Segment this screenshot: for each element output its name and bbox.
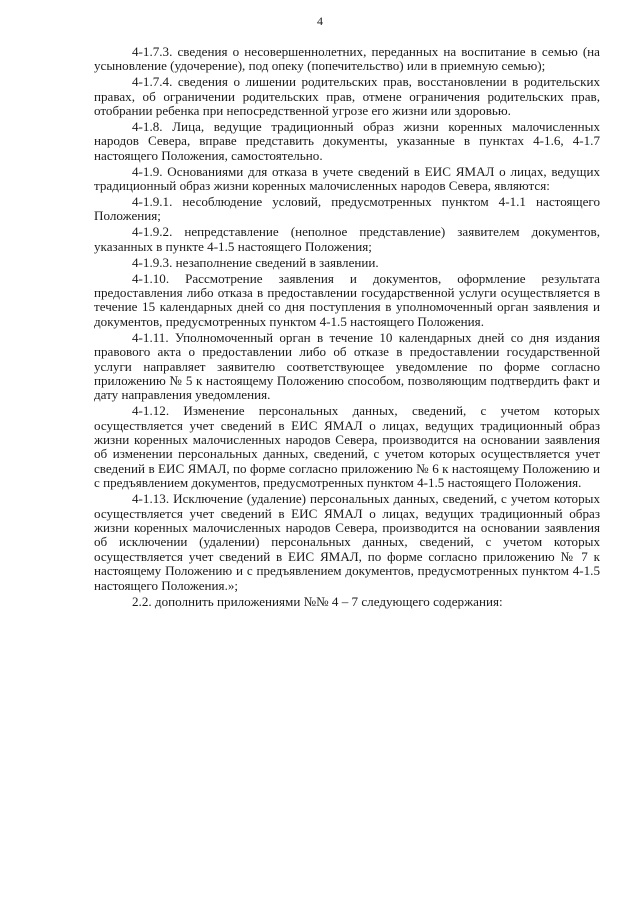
document-body bbox=[94, 45, 600, 609]
paragraph-4-1-11: 4-1.11. Уполномоченный орган в течение 10 календарных дней со дня издания правового акта о предоставлении либо об отказе в предоставлении государственной услуги направляет заявителю соответствующее уведомление по форме согласно приложению № 5 к настоящему Положению способом, позволяющим подтвердить факт и дату направления уведомления. bbox=[94, 329, 600, 403]
paragraph-4-1-9: 4-1.9. Основаниями для отказа в учете сведений в ЕИС ЯМАЛ о лицах, ведущих традиционный образ жизни коренных малочисленных народов Севера, являются: bbox=[94, 163, 600, 194]
paragraph-4-1-9-3: 4-1.9.3. незаполнение сведений в заявлении. bbox=[132, 254, 379, 270]
paragraph-4-1-10: 4-1.10. Рассмотрение заявления и документов, оформление результата предоставления либо отказа в предоставлении государственной услуги осуществляется в течение 15 календарных дней со дня поступления в уполномоченный орган заявления и документов, предусмотренных пунктом 4-1.5 настоящего Положения. bbox=[94, 270, 600, 329]
paragraph-2-2: 2.2. дополнить приложениями №№ 4 – 7 следующего содержания: bbox=[132, 593, 503, 609]
paragraph-4-1-7-4: 4-1.7.4. сведения о лишении родительских прав, восстановлении в родительских правах, об ограничении родительских прав, отмене ограничения родительских прав, отобрании ребенка при непосредственной угрозе его жизни или здоровью. bbox=[94, 74, 600, 119]
paragraph-4-1-7-3: 4-1.7.3. сведения о несовершеннолетних, переданных на воспитание в семью (на усыновление (удочерение), под опеку (попечительство) или в приемную семью); bbox=[94, 44, 600, 74]
page-number: 4 bbox=[317, 14, 323, 28]
paragraph-4-1-9-1: 4-1.9.1. несоблюдение условий, предусмотренных пунктом 4-1.1 настоящего Положения; bbox=[94, 194, 600, 224]
paragraph-4-1-12: 4-1.12. Изменение персональных данных, сведений, с учетом которых осуществляется учет сведений в ЕИС ЯМАЛ о лицах, ведущих традиционный образ жизни коренных малочисленных народов Севера, производится на основании заявления об изменении персональных данных, сведений, с учетом которых осуществляется учет сведений в ЕИС ЯМАЛ, по форме согласно приложению № 6 к настоящему Положению и с предъявлением документов, предусмотренных пунктом 4-1.5 настоящего Положения. bbox=[94, 403, 600, 491]
paragraph-4-1-9-2: 4-1.9.2. непредставление (неполное представление) заявителем документов, указанных в пункте 4-1.5 настоящего Положения; bbox=[94, 224, 600, 254]
paragraph-4-1-13: 4-1.13. Исключение (удаление) персональных данных, сведений, с учетом которых осуществляется учет сведений в ЕИС ЯМАЛ о лицах, ведущих традиционный образ жизни коренных малочисленных народов Севера, производится на основании заявления об исключении (удалении) персональных данных, сведений, с учетом которых осуществляется учет сведений в ЕИС ЯМАЛ, по форме согласно приложению № 7 к настоящему Положению и с предъявлением документов, предусмотренных пунктом 4-1.5 настоящего Положения.»; bbox=[94, 491, 600, 593]
paragraph-4-1-8: 4-1.8. Лица, ведущие традиционный образ жизни коренных малочисленных народов Севера, вправе представить документы, указанные в пунктах 4-1.6, 4-1.7 настоящего Положения, самостоятельно. bbox=[94, 119, 600, 163]
